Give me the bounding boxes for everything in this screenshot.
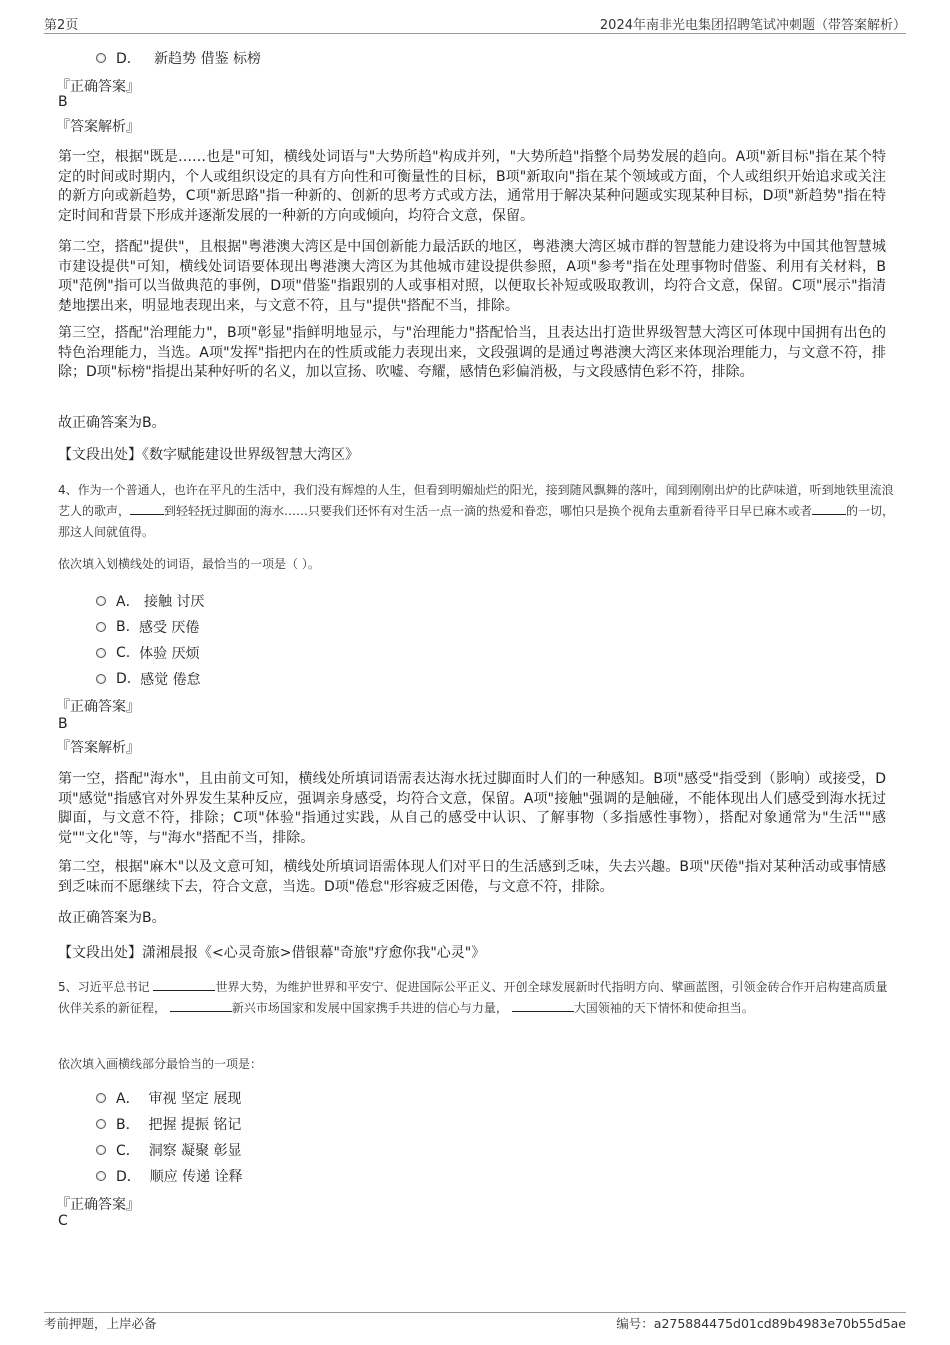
analysis-paragraph: 第三空，搭配"治理能力"，B项"彰显"指鲜明地显示，与"治理能力"搭配恰当，且表达出打造世界级智慧大湾区可体现中国拥有出色的特色治理能力，当选。A项"发挥"指把内在的性质或能力表现出来，文段强调的是通过粤港澳大湾区来体现治理能力，与文意不符，排除；D项"标榜"指提出某种好听的名义，加以宣扬、吹嘘、夸耀，感情色彩偏消极，与文段感情色彩不符，排除。	[58, 325, 886, 380]
question-instruction: 依次填入画横线部分最恰当的一项是：	[58, 1057, 263, 1071]
source-text: 潇湘晨报《<心灵奇旅>借银幕"奇旅"疗愈你我"心灵"》	[142, 945, 486, 961]
source	[58, 446, 886, 466]
option-letter: D．	[116, 51, 141, 67]
blank-line	[170, 1011, 232, 1012]
blank-line	[812, 514, 846, 515]
answer-value: C	[58, 1213, 68, 1229]
source-label: 【文段出处】	[58, 447, 142, 463]
conclusion: 故正确答案为B。	[58, 415, 166, 431]
answer-label: 『正确答案』	[56, 699, 140, 715]
analysis-paragraph: 第一空，根据"既是……也是"可知，横线处词语与"大势所趋"构成并列，"大势所趋"指整个局势发展的趋向。A项"新目标"指在某个特定的时间或时期内，个人或组织设定的具有方向性和可衡量性的目标，B项"新取向"指在某个领域或方面，个人或组织开始追求或关注的新方向或新趋势，C项"新思路"指一种新的、创新的思考方式或方法，通常用于解决某种问题或实现某种目标，D项"新趋势"指在特定时间和背景下形成并逐渐发展的一种新的方向或倾向，均符合文意，保留。	[58, 149, 886, 224]
footer-divider	[44, 1312, 906, 1313]
analysis-paragraph: 第二空，搭配"提供"，且根据"粤港澳大湾区是中国创新能力最活跃的地区，粤港澳大湾区城市群的智慧能力建设将为中国其他智慧城市建设提供"可知，横线处词语要体现出粤港澳大湾区为其他城市建设提供参照，A项"参考"指在处理事物时借鉴、利用有关材料，B项"范例"指可以当做典范的事例，D项"借鉴"指跟别的人或事相对照，以便取长补短或吸取教训，均符合文意，保留。C项"展示"指清楚地摆出来，明显地表现出来，与文意不符，且与"提供"搭配不当，排除。	[58, 239, 886, 314]
source	[58, 944, 886, 964]
radio-icon[interactable]	[96, 53, 106, 63]
analysis-paragraph: 第一空，搭配"海水"，且由前文可知，横线处所填词语需表达海水抚过脚面时人们的一种感知。B项"感受"指受到（影响）或接受，D项"感觉"指感官对外界发生某种反应，强调亲身感受，均符合文意，保留。A项"接触"强调的是触碰，不能体现出人们感受到海水抚过脚面，与文意不符，排除；C项"体验"指通过实践，从自己的感受中认识、了解事物（多指感性事物），搭配对象通常为"生活""感觉""文化"等，与"海水"搭配不当，排除。	[58, 771, 886, 846]
conclusion: 故正确答案为B。	[58, 910, 166, 926]
document-title: 2024年南非光电集团招聘笔试冲刺题（带答案解析）	[599, 18, 906, 33]
radio-icon[interactable]	[96, 648, 106, 658]
blank-line	[153, 990, 215, 991]
answer-value: B	[58, 716, 68, 732]
question-stem: 4、作为一个普通人，也许在平凡的生活中，我们没有辉煌的人生，但看到明媚灿烂的阳光，接到随风飘舞的落叶，闻到刚刚出炉的比萨味道，听到地铁里流浪艺人的歌声， 到轻轻抚过脚面的海水……只要我们还怀有对生活一点一滴的热爱和眷恋，哪怕只是换个视角去重新看待平日早已麻木或者 的一切，那这人间就值得。	[58, 483, 895, 539]
q3-option-d[interactable]	[96, 48, 261, 68]
analysis-label: 『答案解析』	[56, 740, 140, 756]
footer-slogan: 考前押题，上岸必备	[44, 1316, 157, 1331]
analysis-label: 『答案解析』	[56, 119, 140, 135]
answer-label: 『正确答案』	[56, 1197, 140, 1213]
q5-option-b[interactable]: B． 把握 提振 铭记	[96, 1114, 241, 1134]
radio-icon[interactable]	[96, 1119, 106, 1129]
blank-line	[512, 1011, 574, 1012]
question-stem: 5、习近平总书记 世界大势，为维护世界和平安宁、促进国际公平正义、开创全球发展新时代指明方向、擘画蓝图，引领金砖合作开启构建高质量伙伴关系的新征程， 新兴市场国家和发展中国家携手共进的信心与力量， 大国领袖的天下情怀和使命担当。	[58, 980, 888, 1015]
analysis-paragraph: 第二空，根据"麻木"以及文意可知，横线处所填词语需体现人们对平日的生活感到乏味，失去兴趣。B项"厌倦"指对某种活动或事情感到乏味而不愿继续下去，符合文意，当选。D项"倦怠"形容疲乏困倦，与文意不符，排除。	[58, 859, 886, 895]
answer-label: 『正确答案』	[56, 79, 140, 95]
header-divider	[44, 33, 906, 34]
source-label: 【文段出处】	[58, 945, 142, 961]
page-number: 第2页	[44, 18, 79, 33]
q5-option-d[interactable]: D． 顺应 传递 诠释	[96, 1166, 243, 1186]
document-id: 编号：a275884475d01cd89b4983e70b55d5ae	[616, 1316, 906, 1331]
q4-option-c[interactable]: C. 体验 厌烦	[96, 643, 200, 663]
radio-icon[interactable]	[96, 596, 106, 606]
answer-value: B	[58, 94, 68, 110]
option-text: 新趋势 借鉴 标榜	[154, 51, 262, 67]
q4-option-d[interactable]: D. 感觉 倦怠	[96, 669, 201, 689]
blank-line	[130, 514, 164, 515]
radio-icon[interactable]	[96, 1093, 106, 1103]
q4-option-a[interactable]: A． 接触 讨厌	[96, 591, 204, 611]
question-instruction: 依次填入划横线处的词语，最恰当的一项是（ ）。	[58, 557, 320, 571]
source-text: 《数字赋能建设世界级智慧大湾区》	[142, 447, 359, 463]
q4-option-b[interactable]: B. 感受 厌倦	[96, 617, 199, 637]
q5-option-a[interactable]: A． 审视 坚定 展现	[96, 1088, 241, 1108]
radio-icon[interactable]	[96, 1145, 106, 1155]
radio-icon[interactable]	[96, 674, 106, 684]
radio-icon[interactable]	[96, 622, 106, 632]
q5-option-c[interactable]: C． 洞察 凝聚 彰显	[96, 1140, 242, 1160]
radio-icon[interactable]	[96, 1171, 106, 1181]
